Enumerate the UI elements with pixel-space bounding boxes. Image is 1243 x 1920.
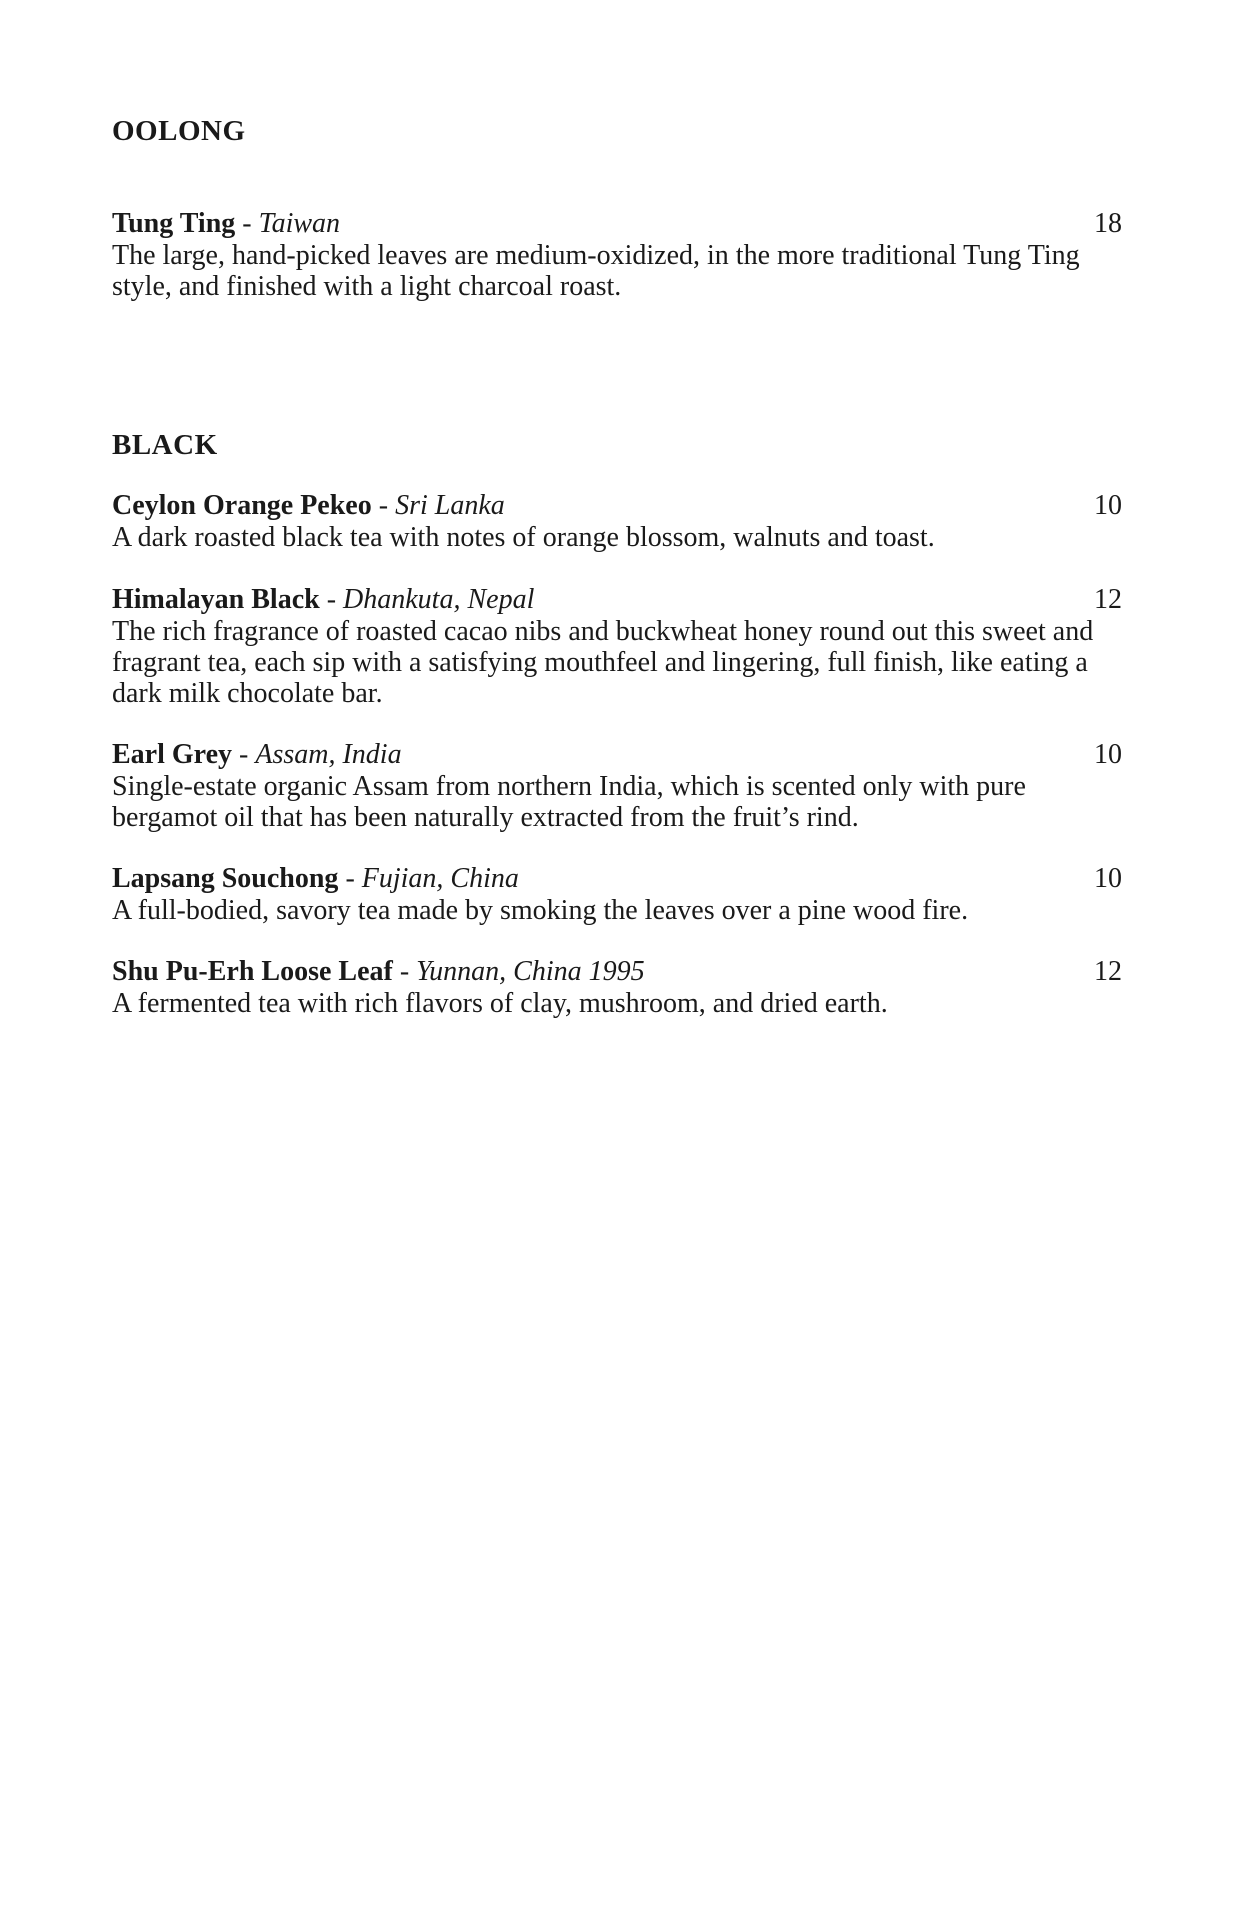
tea-origin: Taiwan <box>258 208 341 239</box>
name-origin-separator: - <box>338 863 362 894</box>
tea-description: The large, hand-picked leaves are medium-oxidized, in the more traditional Tung Ting style, and finished with a light charcoal roast. <box>112 240 1080 302</box>
tea-name: Earl Grey <box>112 739 233 770</box>
menu-item-shu-pu-erh <box>112 956 1122 1019</box>
tea-description: A dark roasted black tea with notes of orange blossom, walnuts and toast. <box>112 522 935 553</box>
tea-description: The rich fragrance of roasted cacao nibs and buckwheat honey round out this sweet and fragrant tea, each sip with a satisfying mouthfeel and lingering, full finish, like eating a dark milk chocolate bar. <box>112 616 1094 709</box>
menu-item-tung-ting <box>112 208 1122 302</box>
tea-origin: Dhankuta, Nepal <box>343 584 535 615</box>
menu-item-header <box>112 208 1122 240</box>
tea-name: Lapsang Souchong <box>112 863 339 894</box>
name-origin-separator: - <box>232 739 256 770</box>
tea-description: Single-estate organic Assam from northern India, which is scented only with pure bergamot oil that has been naturally extracted from the fruit’s rind. <box>112 771 1026 833</box>
menu-item-header <box>112 863 1122 895</box>
tea-name: Shu Pu-Erh Loose Leaf <box>112 956 393 987</box>
tea-price: 12 <box>1094 956 1122 987</box>
section-heading-oolong: OOLONG <box>112 115 246 147</box>
menu-item-header <box>112 490 1122 522</box>
tea-price: 18 <box>1094 208 1122 239</box>
tea-price: 10 <box>1094 739 1122 770</box>
tea-name: Ceylon Orange Pekeo <box>112 490 372 521</box>
menu-item-himalayan-black <box>112 584 1122 709</box>
menu-item-ceylon-orange-pekeo <box>112 490 1122 553</box>
tea-price: 12 <box>1094 584 1122 615</box>
menu-item-header <box>112 739 1122 771</box>
menu-item-header <box>112 584 1122 616</box>
tea-origin: Assam, India <box>255 739 402 770</box>
tea-name: Tung Ting <box>112 208 236 239</box>
tea-name: Himalayan Black <box>112 584 320 615</box>
tea-origin: Yunnan, China 1995 <box>416 956 645 987</box>
tea-origin: Sri Lanka <box>395 490 505 521</box>
menu-item-header <box>112 956 1122 988</box>
tea-price: 10 <box>1094 863 1122 894</box>
tea-description: A fermented tea with rich flavors of clay, mushroom, and dried earth. <box>112 988 888 1019</box>
tea-description: A full-bodied, savory tea made by smoking the leaves over a pine wood fire. <box>112 895 969 926</box>
name-origin-separator: - <box>371 490 396 521</box>
menu-item-lapsang-souchong <box>112 863 1122 926</box>
tea-origin: Fujian, China <box>361 863 519 894</box>
tea-price: 10 <box>1094 490 1122 521</box>
section-heading-black: BLACK <box>112 429 218 461</box>
name-origin-separator: - <box>319 584 344 615</box>
name-origin-separator: - <box>235 208 259 239</box>
name-origin-separator: - <box>392 956 417 987</box>
menu-item-earl-grey <box>112 739 1122 833</box>
